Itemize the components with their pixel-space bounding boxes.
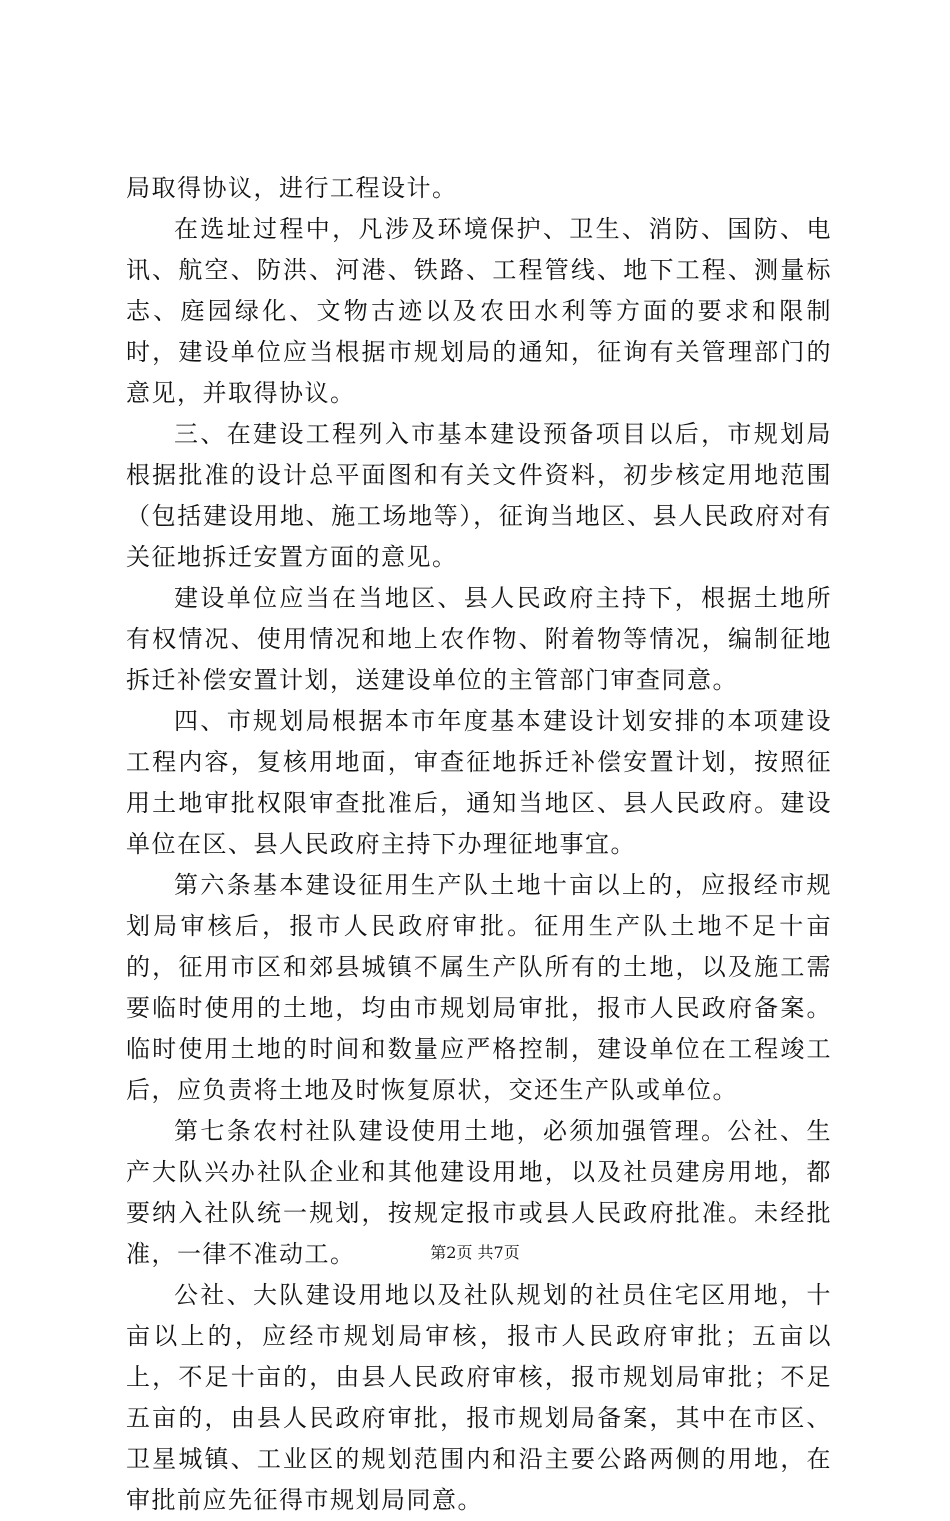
paragraph-article-six: 第六条基本建设征用生产队土地十亩以上的，应报经市规划局审核后，报市人民政府审批。征用生产队土地不足十亩的，征用市区和郊县城镇不属生产队所有的土地，以及施工需要临时使用的土地，均由市规划局审批，报市人民政府备案。临时使用土地的时间和数量应严格控制，建设单位在工程竣工后，应负责将土地及时恢复原状，交还生产队或单位。 (126, 871, 832, 1104)
paragraph-article-seven: 第七条农村社队建设使用土地，必须加强管理。公社、生产大队兴办社队企业和其他建设用地，以及社员建房用地，都要纳入社队统一规划，按规定报市或县人民政府批准。未经批准，一律不准动工。 (126, 1117, 832, 1268)
paragraph-item-four: 四、市规划局根据本市年度基本建设计划安排的本项建设工程内容，复核用地面，审查征地拆迁补偿安置计划，按照征用土地审批权限审查批准后，通知当地区、县人民政府。建设单位在区、县人民政府主持下办理征地事宜。 (126, 707, 832, 858)
paragraph-continued: 局取得协议，进行工程设计。 (126, 174, 458, 202)
paragraph-commune-land-use: 公社、大队建设用地以及社队规划的社员住宅区用地，十亩以上的，应经市规划局审核，报市人民政府审批；五亩以上，不足十亩的，由县人民政府审核，报市规划局审批；不足五亩的，由县人民政府审批，报市规划局备案，其中在市区、卫星城镇、工业区的规划范围内和沿主要公路两侧的用地，在审批前应先征得市规划局同意。 (126, 1281, 832, 1514)
paragraph-compensation-plan: 建设单位应当在当地区、县人民政府主持下，根据土地所有权情况、使用情况和地上农作物、附着物等情况，编制征地拆迁补偿安置计划，送建设单位的主管部门审查同意。 (126, 584, 832, 694)
paragraph-item-three: 三、在建设工程列入市基本建设预备项目以后，市规划局根据批准的设计总平面图和有关文件资料，初步核定用地范围（包括建设用地、施工场地等），征询当地区、县人民政府对有关征地拆迁安置方面的意见。 (126, 420, 832, 571)
paragraph-site-selection: 在选址过程中，凡涉及环境保护、卫生、消防、国防、电讯、航空、防洪、河港、铁路、工程管线、地下工程、测量标志、庭园绿化、文物古迹以及农田水利等方面的要求和限制时，建设单位应当根据市规划局的通知，征询有关管理部门的意见，并取得协议。 (126, 215, 832, 407)
page-footer: 第2页 共7页 (430, 1243, 520, 1262)
document-body (126, 168, 832, 1521)
